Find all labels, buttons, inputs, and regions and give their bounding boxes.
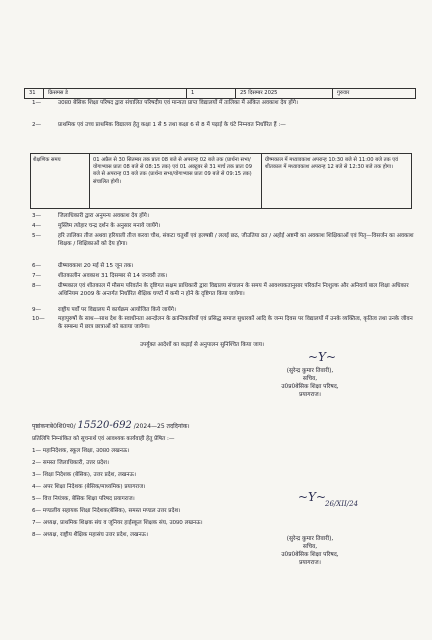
recipient: 7— अध्यक्ष, प्राथमिक शिक्षक संघ व जूनियर हाईस्कूल शिक्षक संघ, उ0प्र0 लखनऊ।	[32, 520, 203, 526]
row-number: 31	[25, 89, 44, 98]
handwritten-date: 26/XII/24	[325, 500, 359, 508]
item-text: उ0प्र0 बेसिक शिक्षा परिषद द्वारा संचालित परिषदीय एवं मान्यता प्राप्त विद्यालयों में तालिका में अंकित अवकाश देय होंगे।	[58, 100, 299, 106]
schedule-label: शैक्षणिक समय	[31, 154, 90, 208]
closing-instruction: उपर्युक्त आदेशों का कड़ाई से अनुपालन सुनिश्चित किया जाय।	[140, 342, 265, 348]
recipient: 2— समस्त जिलाधिकारी, उत्तर प्रदेश।	[32, 460, 110, 466]
item-number: 2—	[32, 122, 42, 128]
holiday-day: गुरुवार	[337, 90, 350, 96]
item-number: 5—	[32, 233, 42, 239]
item-number: 7—	[32, 273, 42, 279]
item-number: 8—	[32, 283, 42, 289]
holiday-date: 25 दिसम्बर 2025	[236, 89, 333, 98]
recipient: 1— महानिदेशक, स्कूल शिक्षा, उ0प्र0 लखनऊ।	[32, 448, 130, 454]
item-number: 6—	[32, 263, 42, 269]
handwritten-ref: 15520-692	[77, 420, 132, 431]
signature-scribble: ~Y~	[298, 490, 327, 504]
signature-block-2: (सुरेन्द्र कुमार तिवारी), सचिव, उ0प्र0बेसिक शिक्षा परिषद, प्रयागराज।	[281, 536, 339, 566]
signature-block-1: (सुरेन्द्र कुमार तिवारी), सचिव, उ0प्र0बेसिक शिक्षा परिषद, प्रयागराज।	[281, 368, 339, 398]
recipient: 6— मण्डलीय सहायक शिक्षा निदेशक(बेसिक), समस्त मण्डल उत्तर प्रदेश।	[32, 508, 181, 514]
item-number: 1—	[32, 100, 42, 106]
reference-number: पृष्ठांकनःबे0शि0प0/ 15520-692 /2024—25 तददिनांक।	[32, 420, 190, 431]
item-number: 10—	[32, 316, 45, 322]
holiday-name: क्रिसमस डे	[44, 89, 187, 98]
teaching-hours-table	[30, 153, 412, 209]
copy-intro: प्रतिलिपि निम्नांकित को सूचनार्थ एवं आवश्यक कार्यवाही हेतु प्रेषित :—	[32, 436, 175, 442]
holiday-days: 1	[187, 89, 236, 98]
item-text: मुस्लिम त्योहार चन्द्र दर्शन के अनुसार मनाये जायेंगे।	[58, 223, 161, 229]
item-text: प्राथमिक एवं उच्च प्राथमिक विद्यालय हेतु कक्षा 1 से 5 तथा कक्षा 6 से 8 में पढ़ाई के घंटे निम्नवत निर्धारित हैं :—	[58, 122, 286, 128]
item-number: 4—	[32, 223, 42, 229]
item-number: 3—	[32, 213, 42, 219]
item-text: ग्रीष्मावकाश 20 मई से 15 जून तक।	[58, 263, 134, 269]
schedule-hours: 01 अप्रैल से 30 सितम्बर तक प्रातः 08 बजे से अपरान्ह 02 बजे तक (प्रार्थना सभा/योगाभ्यास प्रातः 08 बजे से 08:15 तक) एवं 01 अक्टूबर से 31 मार्च तक प्रातः 09 बजे से अपरान्ह 03 बजे तक (प्रार्थना सभा/योगाभ्यास प्रातः 09 बजे से 09:15 तक) संचालित होगी।	[90, 154, 262, 208]
schedule-break: ग्रीष्मकाल में मध्यावकाश अपरान्ह 10:30 बजे से 11:00 बजे तक एवं शीतकाल में मध्यावकाश अपरान्ह 12 बजे से 12:30 बजे तक होगा।	[265, 157, 398, 171]
signature-scribble: ~Y~	[308, 350, 337, 364]
item-text: शीतकालीन अवकाश 31 दिसम्बर से 14 जनवरी तक।	[58, 273, 168, 279]
item-text: ग्रीष्मकाल एवं शीतकाल में मौसम परिवर्तन के दृष्टिगत सक्षम प्राधिकारी द्वारा विद्यालय संचालन के समय में आवश्यकतानुसार परिवर्तन निःशुल्क और अनिवार्य बाल शिक्षा अधिकार अधिनियम 2009 के अन्तर्गत निर्धारित शैक्षिक घण्टों में कमी न होने के दृष्टिगत किया जायेगा।	[58, 283, 409, 297]
item-text: हरि तालिका तीज अथवा हरियाली तीज करवा चौथ, संकटा चतुर्थी एवं हलषष्ठी / ललई छठ, जीउतिया व्रत / अहोई अष्टमी का अवकाश शिक्षिकाओं एवं पितृ—विसर्जन का अवकाश शिक्षक / शिक्षिकाओं को देय होगा।	[58, 233, 414, 247]
item-number: 9—	[32, 307, 42, 313]
recipient: 4— अपर शिक्षा निदेशक (बेसिक/माध्यमिक) प्रयागराज।	[32, 484, 146, 490]
item-text: राष्ट्रीय पर्वों पर विद्यालय में कार्यक्रम आयोजित किये जायेंगे।	[58, 307, 176, 313]
item-text: जिलाधिकारी द्वारा अनुमन्य अवकाश देय होंगे।	[58, 213, 149, 219]
item-text: महापुरुषों के साथ—साथ देश के स्वाधीनता आन्दोलन के क्रान्तिकारियों एवं प्रसिद्ध समाज सुधारकों आदि के जन्म दिवस पर विद्यालयों में उनके व्यक्तित्व, कृतित्व तथा उनके जीवन के सम्बन्ध में छात्र छात्राओं को बताया जायेगा।	[58, 316, 413, 330]
holiday-table-row	[24, 88, 416, 99]
recipient: 8— अध्यक्ष, राष्ट्रीय शैक्षिक महासंघ उत्तर प्रदेश, लखनऊ।	[32, 532, 149, 538]
recipient: 5— वित्त नियंत्रक, बेसिक शिक्षा परिषद प्रयागराज।	[32, 496, 135, 502]
recipient: 3— शिक्षा निदेशक (बेसिक), उत्तर प्रदेश, लखनऊ।	[32, 472, 136, 478]
